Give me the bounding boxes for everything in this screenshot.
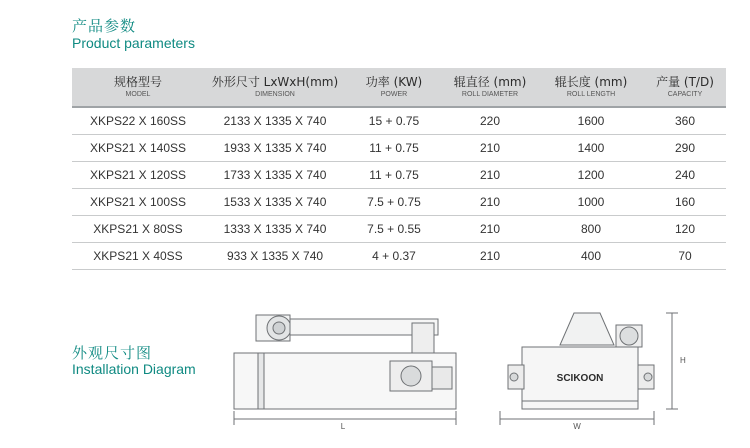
cell-roll-length: 1400 <box>577 141 605 155</box>
table-row <box>72 108 726 135</box>
installation-diagram <box>222 305 702 433</box>
cell-capacity: 160 <box>674 195 696 209</box>
cell-model: XKPS21 X 120SS <box>89 168 187 182</box>
header-model <box>72 68 204 106</box>
table-header <box>72 68 726 108</box>
cell-model: XKPS21 X 140SS <box>89 141 187 155</box>
cell-model: XKPS21 X 40SS <box>93 249 183 263</box>
motor-hub <box>273 322 285 334</box>
header-roll-diameter <box>442 68 538 106</box>
height-label: H <box>680 356 686 365</box>
cell-capacity: 360 <box>674 114 696 128</box>
cell-model: XKPS21 X 80SS <box>93 222 183 236</box>
cell-power: 4 + 0.37 <box>372 249 416 263</box>
header-en: ROLL DIAMETER <box>461 91 519 98</box>
header-cn: 外形尺寸 LxWxH(mm) <box>211 75 339 89</box>
cell-roll-length: 1000 <box>577 195 605 209</box>
cell-roll-diameter: 210 <box>479 141 501 155</box>
cell-dimension: 1533 X 1335 X 740 <box>223 195 327 209</box>
install-title-cn: 外观尺寸图 <box>72 344 153 362</box>
brand-logo: SCIKOON <box>556 373 604 384</box>
header-en: MODEL <box>125 91 151 98</box>
cell-dimension: 1333 X 1335 X 740 <box>223 222 327 236</box>
header-cn: 辊直径 (mm) <box>453 75 527 89</box>
cell-dimension: 1933 X 1335 X 740 <box>223 141 327 155</box>
cell-capacity: 70 <box>678 249 692 263</box>
header-capacity <box>644 68 726 106</box>
front-motor-pulley <box>620 327 638 345</box>
section-title-cn: 产品参数 <box>72 17 137 35</box>
cell-dimension: 933 X 1335 X 740 <box>226 249 324 263</box>
cell-roll-length: 1200 <box>577 168 605 182</box>
cell-roll-length: 800 <box>580 222 602 236</box>
right-shaft <box>644 373 652 381</box>
cell-capacity: 290 <box>674 141 696 155</box>
cell-capacity: 240 <box>674 168 696 182</box>
cell-roll-diameter: 210 <box>479 195 501 209</box>
cell-power: 15 + 0.75 <box>368 114 420 128</box>
width-label: W <box>573 422 581 431</box>
side-view-drawing <box>234 315 456 425</box>
left-shaft <box>510 373 518 381</box>
cell-roll-diameter: 210 <box>479 168 501 182</box>
cell-model: XKPS21 X 100SS <box>89 195 187 209</box>
table-row <box>72 135 726 162</box>
cell-roll-diameter: 210 <box>479 222 501 236</box>
header-cn: 产量 (T/D) <box>656 75 714 89</box>
cell-power: 7.5 + 0.75 <box>367 195 421 209</box>
header-power <box>346 68 442 106</box>
cell-dimension: 1733 X 1335 X 740 <box>223 168 327 182</box>
table-row <box>72 162 726 189</box>
header-en: ROLL LENGTH <box>566 91 616 98</box>
section-title-en: Product parameters <box>72 35 195 51</box>
table-row <box>72 243 726 270</box>
cell-capacity: 120 <box>674 222 696 236</box>
header-roll-length <box>538 68 644 106</box>
header-cn: 辊长度 (mm) <box>554 75 628 89</box>
header-cn: 规格型号 <box>113 75 162 89</box>
body-divider <box>258 353 264 409</box>
header-dimension <box>204 68 346 106</box>
cell-model: XKPS22 X 160SS <box>89 114 187 128</box>
table-row <box>72 189 726 216</box>
install-title-en: Installation Diagram <box>72 361 196 377</box>
header-en: DIMENSION <box>255 91 295 98</box>
header-en: POWER <box>380 91 408 98</box>
cell-power: 11 + 0.75 <box>369 141 419 155</box>
cell-roll-length: 1600 <box>577 114 605 128</box>
cell-roll-diameter: 210 <box>479 249 501 263</box>
parameters-table <box>72 68 726 270</box>
table-row <box>72 216 726 243</box>
cell-roll-length: 400 <box>580 249 602 263</box>
cell-dimension: 2133 X 1335 X 740 <box>223 114 327 128</box>
header-en: CAPACITY <box>667 91 703 98</box>
front-view-drawing <box>500 313 678 425</box>
hopper <box>560 313 614 345</box>
cell-roll-diameter: 220 <box>479 114 501 128</box>
cell-power: 11 + 0.75 <box>369 168 419 182</box>
length-label: L <box>340 422 346 431</box>
side-cover <box>432 367 452 389</box>
support-post <box>412 323 434 353</box>
header-cn: 功率 (KW) <box>365 75 423 89</box>
gear-icon <box>401 366 421 386</box>
cell-power: 7.5 + 0.55 <box>367 222 421 236</box>
